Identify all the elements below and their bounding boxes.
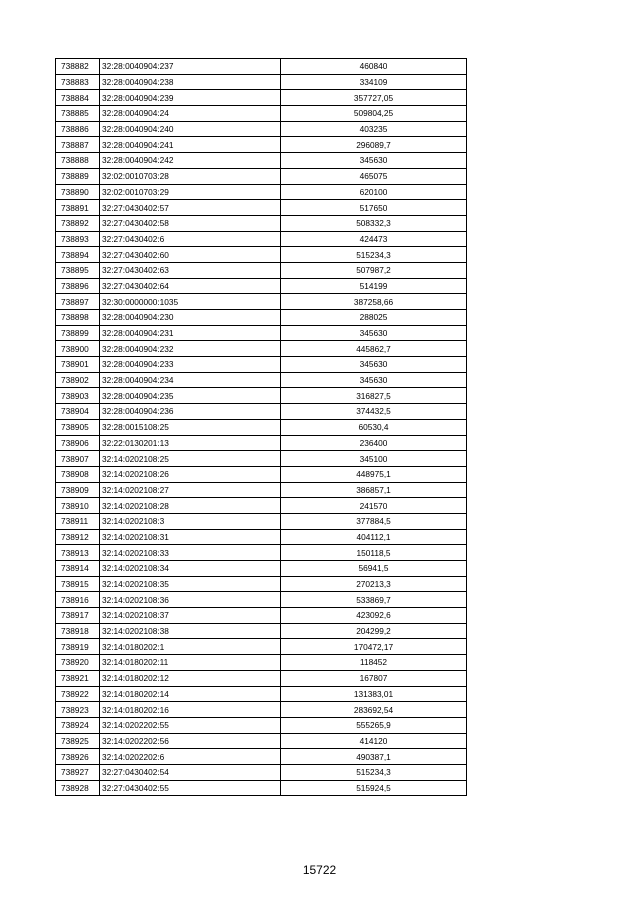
cadastral-number-cell: 32:14:0202108:31 — [100, 529, 281, 545]
table-row — [56, 592, 467, 608]
cadastral-number-cell: 32:30:0000000:1035 — [100, 294, 281, 310]
cadastral-number-cell: 32:28:0040904:238 — [100, 74, 281, 90]
cadastral-number-cell: 32:28:0040904:234 — [100, 372, 281, 388]
table-row — [56, 655, 467, 671]
table-row — [56, 325, 467, 341]
row-id-cell: 738892 — [56, 215, 100, 231]
table-row — [56, 639, 467, 655]
table-row — [56, 357, 467, 373]
row-id-cell: 738906 — [56, 435, 100, 451]
table-row — [56, 341, 467, 357]
table-row — [56, 670, 467, 686]
cadastral-number-cell: 32:28:0040904:230 — [100, 310, 281, 326]
table-row — [56, 247, 467, 263]
value-cell: 445862,7 — [281, 341, 467, 357]
value-cell: 515234,3 — [281, 247, 467, 263]
value-cell: 448975,1 — [281, 466, 467, 482]
row-id-cell: 738886 — [56, 121, 100, 137]
value-cell: 403235 — [281, 121, 467, 137]
row-id-cell: 738918 — [56, 623, 100, 639]
cadastral-number-cell: 32:27:0430402:60 — [100, 247, 281, 263]
value-cell: 56941,5 — [281, 561, 467, 577]
cadastral-number-cell: 32:02:0010703:28 — [100, 168, 281, 184]
row-id-cell: 738884 — [56, 90, 100, 106]
cadastral-number-cell: 32:14:0202202:56 — [100, 733, 281, 749]
row-id-cell: 738915 — [56, 576, 100, 592]
table-row — [56, 121, 467, 137]
value-cell: 270213,3 — [281, 576, 467, 592]
table-row — [56, 106, 467, 122]
value-cell: 296089,7 — [281, 137, 467, 153]
value-cell: 533869,7 — [281, 592, 467, 608]
row-id-cell: 738899 — [56, 325, 100, 341]
cadastral-number-cell: 32:27:0430402:55 — [100, 780, 281, 796]
value-cell: 345630 — [281, 357, 467, 373]
cadastral-number-cell: 32:14:0202108:37 — [100, 608, 281, 624]
value-cell: 241570 — [281, 498, 467, 514]
row-id-cell: 738925 — [56, 733, 100, 749]
table-row — [56, 215, 467, 231]
value-cell: 334109 — [281, 74, 467, 90]
row-id-cell: 738897 — [56, 294, 100, 310]
value-cell: 508332,3 — [281, 215, 467, 231]
row-id-cell: 738914 — [56, 561, 100, 577]
row-id-cell: 738928 — [56, 780, 100, 796]
cadastral-number-cell: 32:14:0180202:1 — [100, 639, 281, 655]
cadastral-number-cell: 32:14:0180202:16 — [100, 702, 281, 718]
table-row — [56, 466, 467, 482]
table-row — [56, 749, 467, 765]
value-cell: 283692,54 — [281, 702, 467, 718]
cadastral-number-cell: 32:14:0202108:27 — [100, 482, 281, 498]
table-row — [56, 153, 467, 169]
table-row — [56, 310, 467, 326]
cadastral-number-cell: 32:22:0130201:13 — [100, 435, 281, 451]
table-row — [56, 90, 467, 106]
cadastral-number-cell: 32:28:0015108:25 — [100, 419, 281, 435]
row-id-cell: 738922 — [56, 686, 100, 702]
value-cell: 374432,5 — [281, 404, 467, 420]
cadastral-number-cell: 32:28:0040904:241 — [100, 137, 281, 153]
row-id-cell: 738885 — [56, 106, 100, 122]
value-cell: 423092,6 — [281, 608, 467, 624]
row-id-cell: 738890 — [56, 184, 100, 200]
table-row — [56, 623, 467, 639]
table-row — [56, 435, 467, 451]
value-cell: 490387,1 — [281, 749, 467, 765]
table-row — [56, 561, 467, 577]
cadastral-number-cell: 32:28:0040904:231 — [100, 325, 281, 341]
cadastral-number-cell: 32:14:0202202:55 — [100, 717, 281, 733]
value-cell: 345630 — [281, 153, 467, 169]
row-id-cell: 738900 — [56, 341, 100, 357]
cadastral-number-cell: 32:14:0180202:12 — [100, 670, 281, 686]
row-id-cell: 738889 — [56, 168, 100, 184]
table-row — [56, 137, 467, 153]
row-id-cell: 738893 — [56, 231, 100, 247]
table-row — [56, 278, 467, 294]
table-row — [56, 733, 467, 749]
cadastral-number-cell: 32:14:0180202:14 — [100, 686, 281, 702]
row-id-cell: 738909 — [56, 482, 100, 498]
value-cell: 118452 — [281, 655, 467, 671]
cadastral-number-cell: 32:28:0040904:24 — [100, 106, 281, 122]
row-id-cell: 738924 — [56, 717, 100, 733]
row-id-cell: 738901 — [56, 357, 100, 373]
table-row — [56, 59, 467, 75]
row-id-cell: 738895 — [56, 262, 100, 278]
registry-table — [55, 58, 467, 796]
cadastral-number-cell: 32:28:0040904:237 — [100, 59, 281, 75]
row-id-cell: 738920 — [56, 655, 100, 671]
row-id-cell: 738921 — [56, 670, 100, 686]
value-cell: 60530,4 — [281, 419, 467, 435]
value-cell: 386857,1 — [281, 482, 467, 498]
value-cell: 345630 — [281, 325, 467, 341]
value-cell: 167807 — [281, 670, 467, 686]
row-id-cell: 738910 — [56, 498, 100, 514]
cadastral-number-cell: 32:14:0180202:11 — [100, 655, 281, 671]
value-cell: 288025 — [281, 310, 467, 326]
row-id-cell: 738912 — [56, 529, 100, 545]
value-cell: 204299,2 — [281, 623, 467, 639]
value-cell: 424473 — [281, 231, 467, 247]
cadastral-number-cell: 32:27:0430402:58 — [100, 215, 281, 231]
value-cell: 555265,9 — [281, 717, 467, 733]
value-cell: 620100 — [281, 184, 467, 200]
cadastral-number-cell: 32:14:0202108:25 — [100, 451, 281, 467]
row-id-cell: 738888 — [56, 153, 100, 169]
row-id-cell: 738919 — [56, 639, 100, 655]
row-id-cell: 738891 — [56, 200, 100, 216]
row-id-cell: 738883 — [56, 74, 100, 90]
cadastral-number-cell: 32:02:0010703:29 — [100, 184, 281, 200]
row-id-cell: 738927 — [56, 764, 100, 780]
cadastral-number-cell: 32:28:0040904:240 — [100, 121, 281, 137]
cadastral-number-cell: 32:28:0040904:235 — [100, 388, 281, 404]
row-id-cell: 738903 — [56, 388, 100, 404]
cadastral-number-cell: 32:14:0202108:35 — [100, 576, 281, 592]
value-cell: 465075 — [281, 168, 467, 184]
value-cell: 345100 — [281, 451, 467, 467]
row-id-cell: 738894 — [56, 247, 100, 263]
value-cell: 517650 — [281, 200, 467, 216]
page-number: 15722 — [302, 863, 337, 877]
value-cell: 150118,5 — [281, 545, 467, 561]
table-row — [56, 513, 467, 529]
value-cell: 316827,5 — [281, 388, 467, 404]
row-id-cell: 738882 — [56, 59, 100, 75]
value-cell: 460840 — [281, 59, 467, 75]
row-id-cell: 738923 — [56, 702, 100, 718]
table-row — [56, 764, 467, 780]
value-cell: 509804,25 — [281, 106, 467, 122]
cadastral-number-cell: 32:27:0430402:57 — [100, 200, 281, 216]
row-id-cell: 738905 — [56, 419, 100, 435]
row-id-cell: 738917 — [56, 608, 100, 624]
cadastral-number-cell: 32:14:0202108:28 — [100, 498, 281, 514]
value-cell: 507987,2 — [281, 262, 467, 278]
value-cell: 170472,17 — [281, 639, 467, 655]
table-row — [56, 404, 467, 420]
cadastral-number-cell: 32:14:0202108:38 — [100, 623, 281, 639]
table-row — [56, 451, 467, 467]
value-cell: 131383,01 — [281, 686, 467, 702]
table-row — [56, 498, 467, 514]
cadastral-number-cell: 32:14:0202108:3 — [100, 513, 281, 529]
cadastral-number-cell: 32:14:0202108:26 — [100, 466, 281, 482]
cadastral-number-cell: 32:14:0202108:33 — [100, 545, 281, 561]
cadastral-number-cell: 32:28:0040904:236 — [100, 404, 281, 420]
table-row — [56, 74, 467, 90]
row-id-cell: 738887 — [56, 137, 100, 153]
cadastral-number-cell: 32:14:0202202:6 — [100, 749, 281, 765]
value-cell: 345630 — [281, 372, 467, 388]
cadastral-number-cell: 32:28:0040904:232 — [100, 341, 281, 357]
value-cell: 515924,5 — [281, 780, 467, 796]
table-row — [56, 262, 467, 278]
cadastral-number-cell: 32:28:0040904:239 — [100, 90, 281, 106]
row-id-cell: 738911 — [56, 513, 100, 529]
row-id-cell: 738908 — [56, 466, 100, 482]
value-cell: 236400 — [281, 435, 467, 451]
table-row — [56, 608, 467, 624]
table-row — [56, 717, 467, 733]
value-cell: 357727,05 — [281, 90, 467, 106]
cadastral-number-cell: 32:28:0040904:233 — [100, 357, 281, 373]
row-id-cell: 738916 — [56, 592, 100, 608]
table-row — [56, 529, 467, 545]
registry-table-body — [56, 59, 467, 796]
table-row — [56, 294, 467, 310]
row-id-cell: 738926 — [56, 749, 100, 765]
cadastral-number-cell: 32:27:0430402:54 — [100, 764, 281, 780]
table-row — [56, 702, 467, 718]
row-id-cell: 738902 — [56, 372, 100, 388]
cadastral-number-cell: 32:14:0202108:36 — [100, 592, 281, 608]
table-row — [56, 780, 467, 796]
table-row — [56, 576, 467, 592]
value-cell: 414120 — [281, 733, 467, 749]
value-cell: 377884,5 — [281, 513, 467, 529]
value-cell: 404112,1 — [281, 529, 467, 545]
row-id-cell: 738913 — [56, 545, 100, 561]
table-row — [56, 482, 467, 498]
row-id-cell: 738907 — [56, 451, 100, 467]
table-row — [56, 372, 467, 388]
value-cell: 515234,3 — [281, 764, 467, 780]
table-row — [56, 545, 467, 561]
table-row — [56, 231, 467, 247]
cadastral-number-cell: 32:27:0430402:6 — [100, 231, 281, 247]
row-id-cell: 738898 — [56, 310, 100, 326]
cadastral-number-cell: 32:14:0202108:34 — [100, 561, 281, 577]
table-row — [56, 184, 467, 200]
table-row — [56, 388, 467, 404]
cadastral-number-cell: 32:27:0430402:63 — [100, 262, 281, 278]
cadastral-number-cell: 32:27:0430402:64 — [100, 278, 281, 294]
cadastral-number-cell: 32:28:0040904:242 — [100, 153, 281, 169]
table-row — [56, 168, 467, 184]
value-cell: 387258,66 — [281, 294, 467, 310]
value-cell: 514199 — [281, 278, 467, 294]
table-row — [56, 686, 467, 702]
row-id-cell: 738904 — [56, 404, 100, 420]
row-id-cell: 738896 — [56, 278, 100, 294]
table-row — [56, 200, 467, 216]
table-row — [56, 419, 467, 435]
